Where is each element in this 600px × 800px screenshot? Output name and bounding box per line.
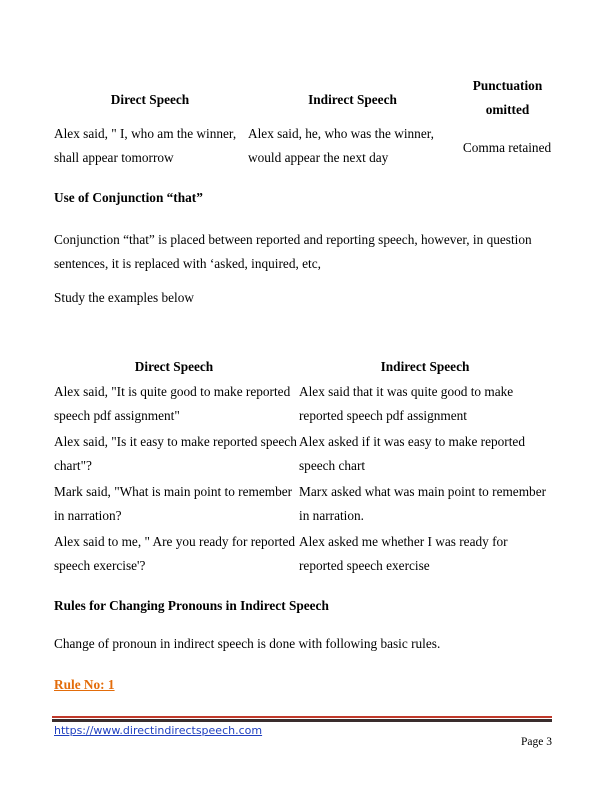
table1-cell-indirect: Alex said, he, who was the winner, would appear the next day (248, 126, 434, 165)
table-row: Mark said, "What is main point to remember in narration? (54, 484, 293, 523)
table-row: Alex said that it was quite good to make reported speech pdf assignment (299, 384, 514, 423)
footer-divider-bottom (52, 719, 552, 722)
section-heading-pronouns: Rules for Changing Pronouns in Indirect Speech (54, 598, 329, 613)
table-row: Alex said to me, " Are you ready for reported speech exercise'? (54, 534, 295, 573)
page-number: Page 3 (521, 736, 552, 748)
table-row: Marx asked what was main point to remember in narration. (299, 484, 547, 523)
footer-url-link[interactable]: https://www.directindirectspeech.com (54, 724, 263, 737)
table-row: Alex asked if it was easy to make reported speech chart (299, 434, 525, 473)
table-row: Alex said, "It is quite good to make reported speech pdf assignment" (54, 384, 291, 423)
table-row: Alex said, "Is it easy to make reported speech chart"? (54, 434, 297, 473)
table-row: Alex asked me whether I was ready for reported speech exercise (299, 534, 508, 573)
table1-header-punctuation: Punctuation omitted (472, 78, 543, 117)
study-text: Study the examples below (54, 290, 194, 305)
table1-cell-direct: Alex said, " I, who am the winner, shall appear tomorrow (54, 126, 237, 165)
table1-cell-punctuation: Comma retained (462, 140, 552, 155)
paragraph-pronouns: Change of pronoun in indirect speech is done with following basic rules. (54, 636, 441, 651)
table1-header-indirect: Indirect Speech (308, 92, 397, 107)
table2-header-indirect: Indirect Speech (380, 359, 470, 374)
section-heading-conjunction: Use of Conjunction “that” (54, 190, 203, 205)
rule-no-1-link[interactable]: Rule No: 1 (54, 677, 115, 692)
footer-divider-top (52, 716, 552, 718)
paragraph-conjunction: Conjunction “that” is placed between reported and reporting speech, however, in question sentences, it is replaced with ‘asked, inquired, etc, (54, 232, 532, 271)
table2-header-direct: Direct Speech (134, 359, 214, 374)
table1-header-direct: Direct Speech (110, 92, 190, 107)
